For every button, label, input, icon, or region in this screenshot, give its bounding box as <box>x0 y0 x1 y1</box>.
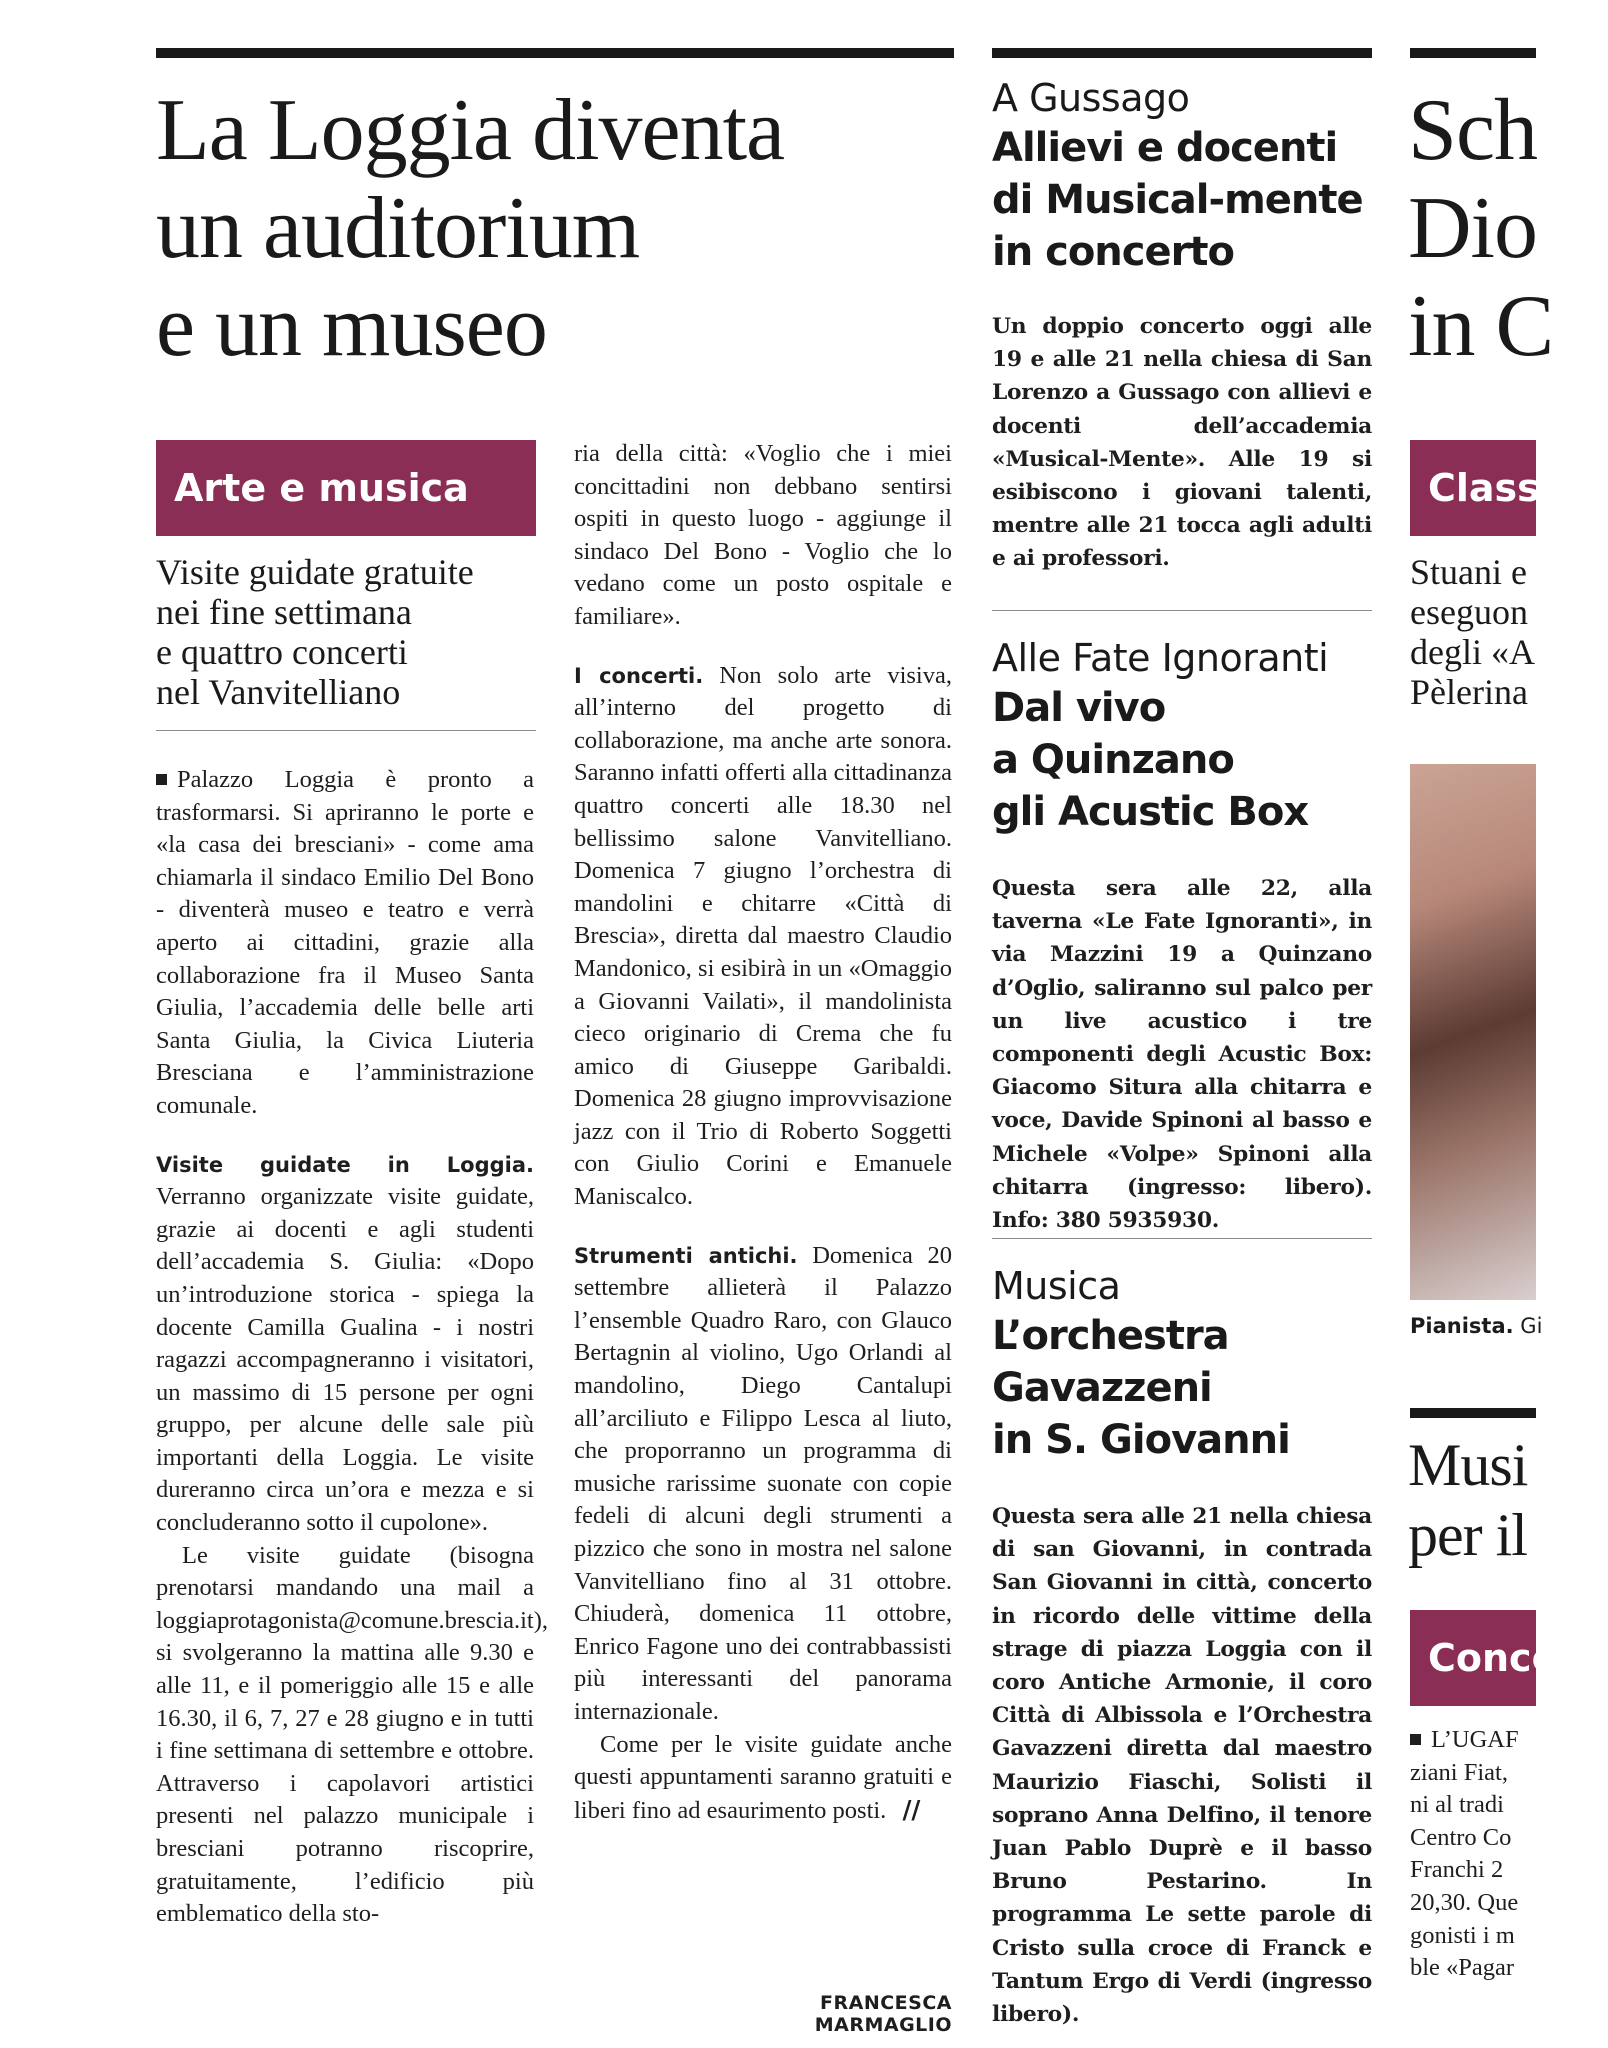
deck-line: nei fine settimana <box>156 592 412 632</box>
cut-headline-1: Sch Dio in C <box>1408 82 1554 375</box>
subhead-paragraph: I concerti. Non solo arte visiva, all’interno del progetto di collaborazione, ma anche arte sonora. Saranno infatti offerti alla cittadinanza quattro concerti alle 18.30 nel bellissimo salone Vanvitelliano. Domenica 7 giugno l’orchestra di mandolini e chitarre «Città di Brescia», diretta dal maestro Claudio Mandonico, si esibirà in un «Omaggio a Giovanni Vailati», il mandolinista cieco originario di Crema che fu amico di Giuseppe Garibaldi. Domenica 28 giugno improvvisazione jazz con il Trio di Roberto Soggetti con Giulio Corini e Emanuele Maniscalco. <box>574 661 952 1211</box>
subhead-paragraph: Visite guidate in Loggia. Verranno organizzate visite guidate, grazie ai docenti e agli studenti dell’accademia S. Giulia: «Dopo un’introduzione storica - spiega la docente Camilla Gualina - i nostri ragazzi accompagneranno i visitatori, un massimo di 15 persone per ogni gruppo, per alcune delle sale più importanti della Loggia. Le visite dureranno circa un’ora e mezza e si concluderanno sotto il cupolone». <box>156 1152 534 1537</box>
byline: FRANCESCA MARMAGLIO <box>814 1992 952 2036</box>
headline-line: un auditorium <box>156 180 640 277</box>
brief-kicker: Musica <box>992 1264 1121 1308</box>
top-rule-main <box>156 48 954 58</box>
main-column-2 <box>574 438 952 1827</box>
headline-line: e un museo <box>156 278 547 375</box>
deck-line: e quattro concerti <box>156 632 408 672</box>
deck-line: nel Vanvitelliano <box>156 672 401 712</box>
brief-divider <box>992 1238 1372 1239</box>
end-mark: // <box>902 1794 921 1824</box>
photo-caption: Pianista. Gi <box>1410 1314 1543 1338</box>
pianist-photo <box>1410 764 1536 1300</box>
brief-kicker: Alle Fate Ignoranti <box>992 636 1329 680</box>
cut-rule-2 <box>1410 1408 1536 1418</box>
subhead: Visite guidate in Loggia. <box>156 1152 534 1177</box>
subhead: I concerti. <box>574 663 704 688</box>
lead-square-icon <box>156 774 167 785</box>
deck-rule <box>156 730 536 731</box>
headline-line: La Loggia diventa <box>156 82 785 179</box>
brief-title: Allievi e docenti di Musical-mente in concerto <box>992 125 1363 275</box>
subhead-paragraph: Strumenti antichi. Domenica 20 settembre allieterà il Palazzo l’ensemble Quadro Raro, con Glauco Bertagnin al violino, Ugo Orlandi al mandolino, Diego Cantalupi all’arciliuto e Filippo Lesca al liuto, che proporranno un programma di musiche rarissime suonate con copie fedeli di alcuni degli strumenti a pizzico che sono in mostra nel salone Vanvitelliano fino al 31 ottobre. Chiuderà, domenica 11 ottobre, Enrico Fagone uno dei contrabbassisti più interessanti del panorama internazionale. <box>574 1241 953 1725</box>
body-paragraph: Le visite guidate (bisogna prenotarsi mandando una mail a loggiaprotagonista@comune.brescia.it), si svolgeranno la mattina alle 9.30 e alle 11, e il pomeriggio alle 15 e alle 16.30, il 6, 7, 27 e 28 giugno e in tutti i fine settimana di settembre e ottobre. Attraverso i capolavori artistici presenti nel palazzo municipale i bresciani potranno riscoprire, gratuitamente, l’edificio più emblematico della sto- <box>156 1541 548 1928</box>
cut-section-tag-2: Conce <box>1410 1610 1536 1706</box>
brief-1 <box>992 74 1372 278</box>
cut-deck: Stuani e eseguon degli «A Pèlerina <box>1410 552 1535 712</box>
brief-2-text: Questa sera alle 22, alla taverna «Le Fate Ignoranti», in via Mazzini 19 a Quinzano d’Oglio, saliranno sul palco per un live acustico i tre componenti degli Acustic Box: Giacomo Situra alla chitarra e voce, Davide Spinoni al basso e Michele «Volpe» Spinoni alla chitarra (ingresso: libero). Info: 380 5935930. <box>992 876 1372 1234</box>
cut-section-tag-1: Classi <box>1410 440 1536 536</box>
brief-title: L’orchestra Gavazzeni in S. Giovanni <box>992 1313 1290 1463</box>
brief-divider <box>992 610 1372 611</box>
subhead: Strumenti antichi. <box>574 1243 798 1268</box>
intro-paragraph: Palazzo Loggia è pronto a trasformarsi. Si apriranno le porte e «la casa dei bresciani» - come ama chiamarla il sindaco Emilio Del Bono - diventerà museo e teatro e verrà aperto ai cittadini, grazie alla collaborazione fra il Museo Santa Giulia, l’accademia delle belle arti Santa Giulia, la Civica Liuteria Bresciana e l’amministrazione comunale. <box>156 766 534 1119</box>
body-paragraph: ria della città: «Voglio che i miei concittadini non debbano sentirsi ospiti in questo luogo - aggiunge il sindaco Del Bono - Voglio che lo vedano come un posto ospitale e familiare». <box>574 440 952 630</box>
section-tag: Arte e musica <box>156 440 536 536</box>
brief-kicker: A Gussago <box>992 76 1190 120</box>
lead-square-icon <box>1410 1734 1421 1745</box>
top-rule-cut <box>1410 48 1536 58</box>
brief-3-text: Questa sera alle 21 nella chiesa di san Giovanni, in contrada San Giovanni in città, concerto in ricordo delle vittime della strage di piazza Loggia con il coro Antiche Armonie, il coro Città di Albissola e l’Orchestra Gavazzeni diretta dal maestro Maurizio Fiaschi, Solisti il soprano Anna Delfino, il tenore Juan Pablo Duprè e il basso Bruno Pestarino. In programma Le sette parole di Cristo sulla croce di Franck e Tantum Ergo di Verdi (ingresso libero). <box>992 1504 1372 2028</box>
deck-line: Visite guidate gratuite <box>156 552 474 592</box>
brief-3 <box>992 1262 1372 1466</box>
brief-2 <box>992 634 1372 838</box>
main-column-1 <box>156 764 548 1931</box>
top-rule-briefs <box>992 48 1372 58</box>
brief-1-text: Un doppio concerto oggi alle 19 e alle 21 nella chiesa di San Lorenzo a Gussago con allievi e docenti dell’accademia «Musical-Mente». Alle 19 si esibiscono i giovani talenti, mentre alle 21 tocca agli adulti e ai professori. <box>992 314 1372 572</box>
main-headline <box>156 82 956 376</box>
brief-title: Dal vivo a Quinzano gli Acustic Box <box>992 685 1309 835</box>
cut-headline-2: Musi per il <box>1408 1432 1528 1568</box>
deck <box>156 552 556 712</box>
cut-body-2: L’UGAF ziani Fiat, ni al tradi Centro Co Franchi 2 20,30. Que gonisti i m ble «Pagar <box>1410 1726 1519 1982</box>
body-paragraph: Come per le visite guidate anche questi appuntamenti saranno gratuiti e liberi fino ad esaurimento posti. // <box>574 1730 952 1824</box>
